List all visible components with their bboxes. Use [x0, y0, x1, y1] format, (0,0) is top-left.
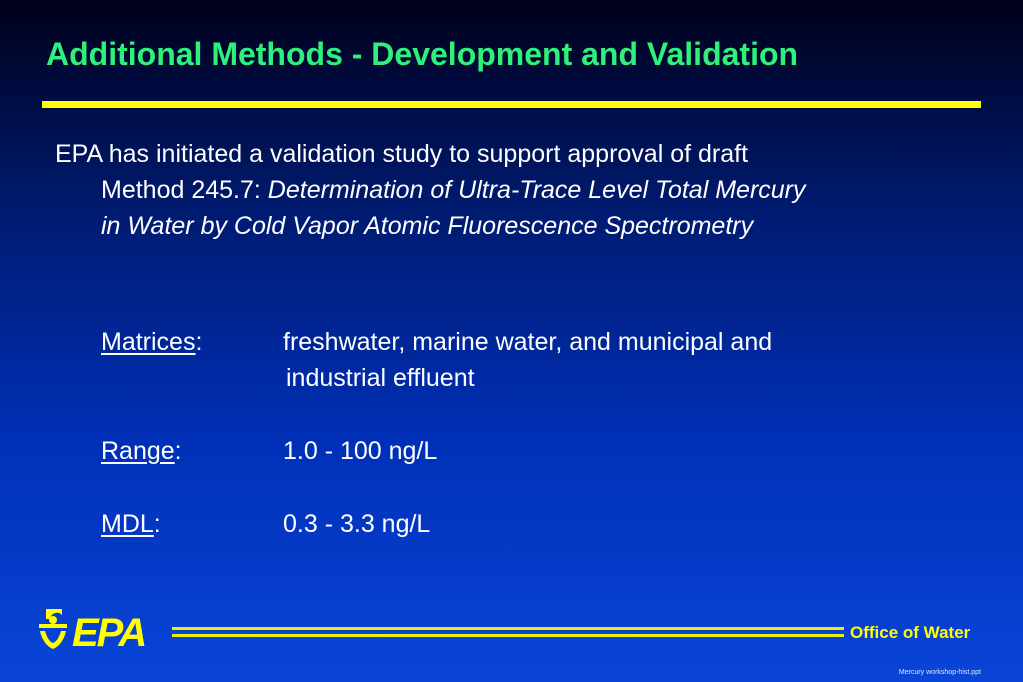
title-underline [42, 101, 981, 108]
spec-label-sep: : [195, 328, 203, 356]
spec-label-sep: : [174, 437, 182, 465]
intro-paragraph [55, 136, 975, 244]
method-number: Method 245.7: [101, 176, 268, 204]
method-title-part-1: Determination of Ultra-Trace Level Total Mercury [267, 176, 806, 204]
footer-rule-top [172, 627, 844, 630]
spec-label-text: MDL [101, 510, 154, 538]
spec-label-text: Range [101, 437, 175, 465]
spec-value-text: freshwater, marine water, and municipal and [283, 328, 773, 356]
footer-rules [172, 627, 844, 638]
intro-line-2 [55, 172, 975, 208]
slide-title: Additional Methods - Development and Validation [46, 36, 799, 72]
file-name: Mercury workshop-hist.ppt [898, 669, 981, 676]
logo-text: EPA [72, 611, 146, 651]
spec-label-sep: : [153, 510, 161, 538]
footer-rule-bottom [172, 634, 844, 637]
intro-line-1: EPA has initiated a validation study to support approval of draft [55, 140, 749, 168]
epa-logo-icon [36, 609, 162, 651]
spec-value: 1.0 - 100 ng/L [283, 437, 438, 465]
spec-value-continuation: industrial effluent [286, 364, 475, 392]
spec-label [101, 324, 202, 360]
intro-line-3 [55, 208, 975, 244]
spec-value: 0.3 - 3.3 ng/L [283, 510, 431, 538]
office-name: Office of Water [850, 623, 971, 642]
spec-value [283, 324, 772, 396]
spec-label [101, 433, 182, 469]
spec-label-text: Matrices [101, 328, 196, 356]
method-title-part-2: in Water by Cold Vapor Atomic Fluorescence Spectrometry [101, 212, 754, 240]
spec-label [101, 506, 161, 542]
